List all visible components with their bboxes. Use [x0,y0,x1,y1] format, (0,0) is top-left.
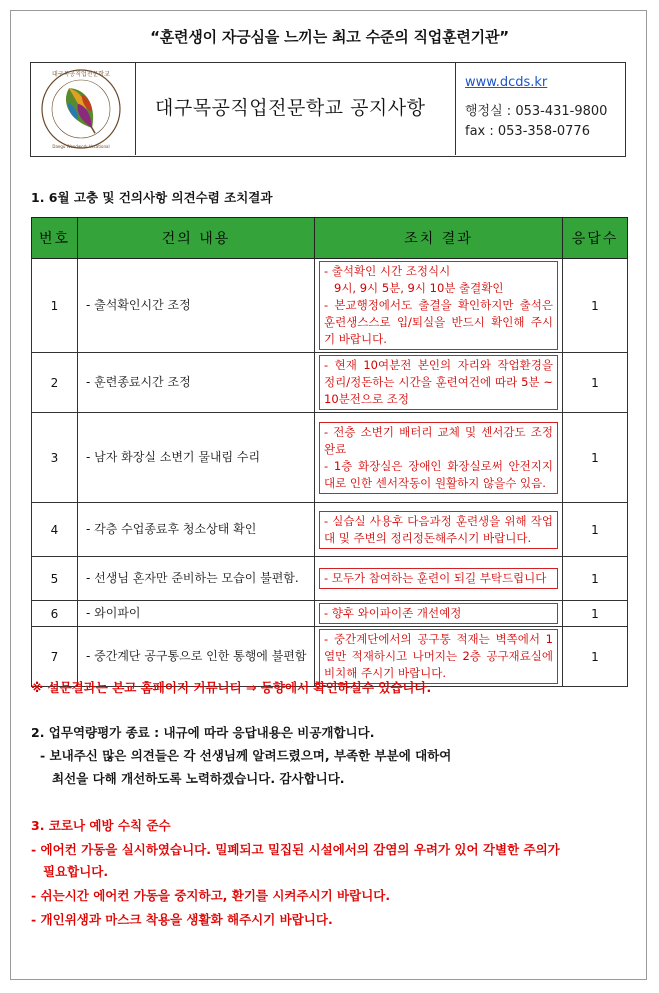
row-result-cell [315,353,563,413]
table-row [32,557,628,601]
result-line: 9시, 9시 5분, 9시 10분 출결확인 [334,281,504,295]
slogan: “훈련생이 자긍심을 느끼는 최고 수준의 직업훈련기관” [150,28,509,46]
school-name: 대구목공직업전문학교 공지사항 [155,97,426,119]
col-header-topic: 건의 내용 [78,218,315,259]
row-count: 1 [563,413,628,503]
contact-cell [455,63,625,155]
row-count: 1 [563,557,628,601]
section2-line: 최선을 다해 개선하도록 노력하겠습니다. 감사합니다. [52,771,345,786]
svg-text:Daegu Woodwork Vocational: Daegu Woodwork Vocational [52,144,110,149]
row-count: 1 [563,353,628,413]
result-line: - 출석확인 시간 조정식시 [324,264,451,278]
section2-line: - 보내주신 많은 의견들은 각 선생님께 알려드렸으며, 부족한 부분에 대하여 [40,748,452,763]
svg-text:대구목공직업전문학교: 대구목공직업전문학교 [52,71,110,78]
row-result: - 모두가 참여하는 훈련이 되길 부탁드립니다 [319,568,558,589]
school-logo [31,63,131,155]
row-result-cell [315,413,563,503]
section1-title: 1. 6월 고충 및 건의사항 의견수렴 조치결과 [31,190,273,205]
school-name-cell [135,63,456,155]
row-result: - 현재 10여분전 본인의 자리와 작업환경을 정리/정돈하는 시간을 훈련여건에 따라 5분 ~ 10분전으로 조정 [319,355,558,410]
logo-cell [31,63,136,155]
row-result: - 실습실 사용후 다음과정 훈련생을 위해 작업대 및 주변의 정리정돈해주시기 바랍니다. [319,511,558,549]
table-row [32,503,628,557]
table-row [32,413,628,503]
row-topic: - 와이파이 [78,601,315,627]
row-result [319,422,558,494]
row-result-cell [315,601,563,627]
row-count: 1 [563,259,628,353]
row-count: 1 [563,601,628,627]
header-box [30,62,626,157]
survey-note: ※ 설문결과는 본교 홈페이지 커뮤니티 ⇒ 동향에서 확인하실수 있습니다. [31,680,432,695]
row-topic: - 남자 화장실 소변기 물내림 수리 [78,413,315,503]
result-line: - 본교행정에서도 출결을 확인하지만 출석은 훈련생스스로 입/퇴실을 반드시 확인해 주시기 바랍니다. [324,298,553,346]
row-number: 7 [32,627,78,687]
row-number: 6 [32,601,78,627]
row-count: 1 [563,503,628,557]
row-topic: - 중간계단 공구통으로 인한 통행에 불편함 [78,627,315,687]
section3-line: - 쉬는시간 에어컨 가동을 중지하고, 환기를 시켜주시기 바랍니다. [31,888,391,903]
table-row [32,353,628,413]
row-number: 2 [32,353,78,413]
section3-title: 3. 코로나 예방 수칙 준수 [31,818,171,833]
row-number: 4 [32,503,78,557]
row-result: - 향후 와이파이존 개선예정 [319,603,558,624]
col-header-count: 응답수 [563,218,628,259]
result-line: - 전층 소변기 배터리 교체 및 센서감도 조정완료 [324,424,553,456]
results-table [31,217,628,687]
section3-line: - 개인위생과 마스크 착용을 생활화 해주시기 바랍니다. [31,912,333,927]
row-result-cell [315,259,563,353]
fax-number: fax : 053-358-0776 [465,124,590,139]
row-topic: - 출석확인시간 조정 [78,259,315,353]
row-result: - 중간계단에서의 공구통 적재는 벽쪽에서 1열만 적재하시고 나머지는 2층 공구재료실에 비치해 주시기 바랍니다. [319,629,558,684]
result-line: - 1층 화장실은 장애인 화장실로써 안전지지대로 인한 센서작동이 원활하지 않을수 있음. [324,458,553,490]
section3-line: 필요합니다. [43,864,109,879]
row-topic: - 훈련종료시간 조정 [78,353,315,413]
table-header-row [32,218,628,259]
website-link[interactable]: www.dcds.kr [465,75,548,90]
row-topic: - 선생님 혼자만 준비하는 모습이 불편함. [78,557,315,601]
row-number: 5 [32,557,78,601]
col-header-result: 조치 결과 [315,218,563,259]
row-result-cell [315,503,563,557]
table-row [32,259,628,353]
row-number: 1 [32,259,78,353]
row-result [319,261,558,350]
row-result-cell [315,557,563,601]
section3-line: - 에어컨 가동을 실시하였습니다. 밀폐되고 밀집된 시설에서의 감염의 우려가 있어 각별한 주의가 [31,842,560,857]
section2-title: 2. 업무역량평가 종료 : 내규에 따라 응답내용은 비공개합니다. [31,725,375,740]
row-number: 3 [32,413,78,503]
col-header-number: 번호 [32,218,78,259]
phone-number: 행정실 : 053-431-9800 [465,104,608,119]
row-count: 1 [563,627,628,687]
table-row [32,601,628,627]
row-topic: - 각층 수업종료후 청소상태 확인 [78,503,315,557]
